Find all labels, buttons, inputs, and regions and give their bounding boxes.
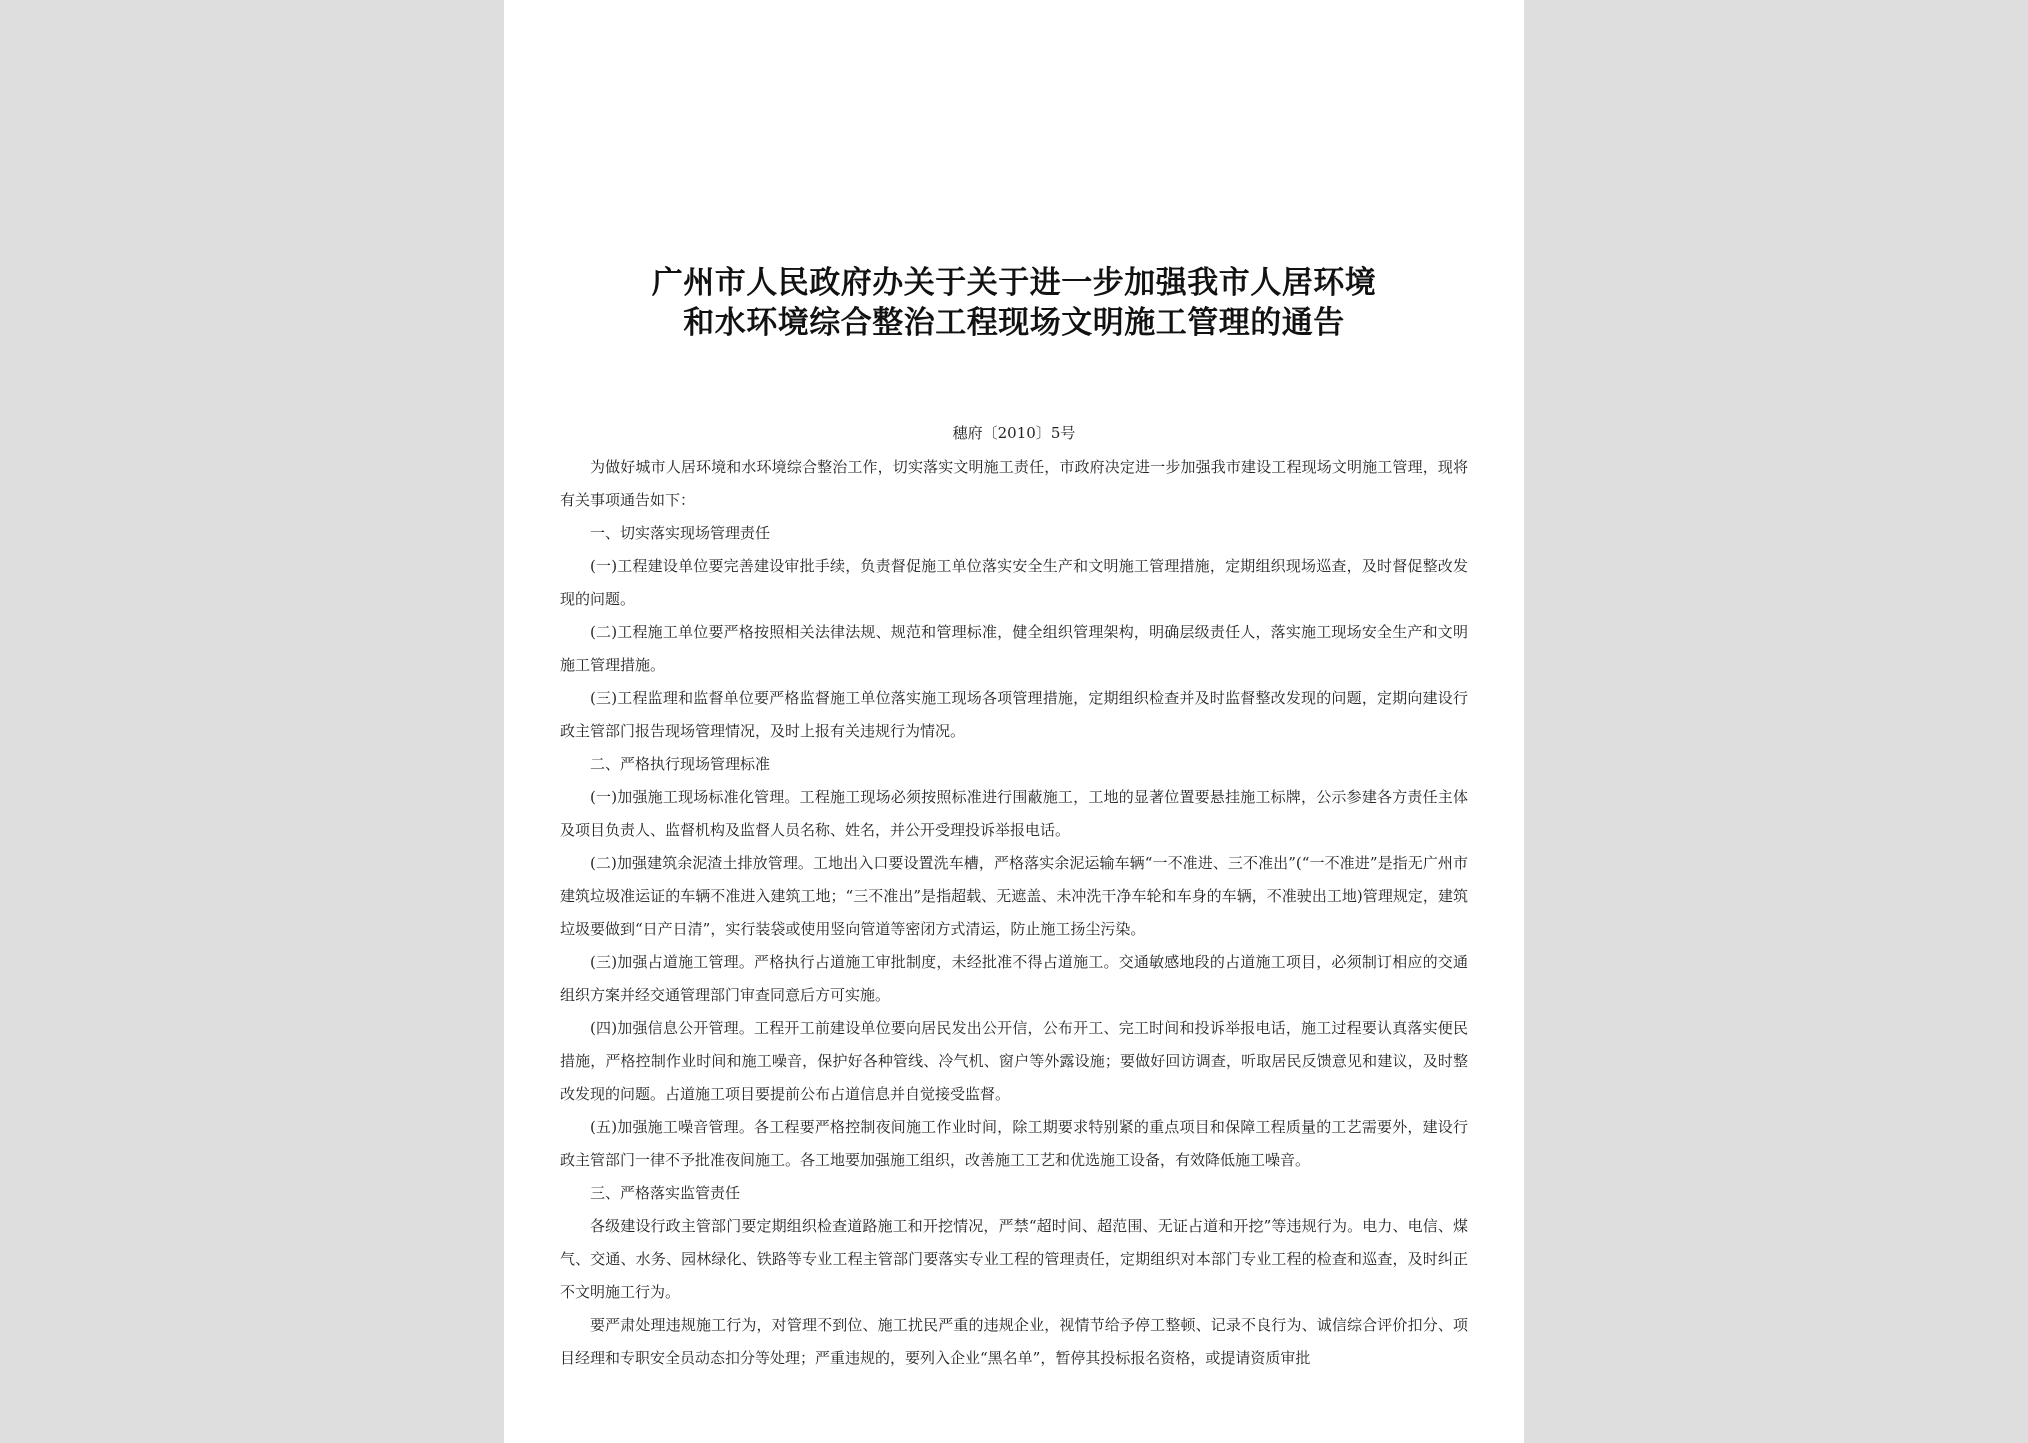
paragraph: (五)加强施工噪音管理。各工程要严格控制夜间施工作业时间，除工期要求特别紧的重点项目和保障工程质量的工艺需要外，建设行政主管部门一律不予批准夜间施工。各工地要加强施工组织，改善施工工艺和优选施工设备，有效降低施工噪音。 [560, 1118, 1468, 1169]
paragraph: 要严肃处理违规施工行为，对管理不到位、施工扰民严重的违规企业，视情节给予停工整顿、记录不良行为、诚信综合评价扣分、项目经理和专职安全员动态扣分等处理；严重违规的，要列入企业“黑名单”，暂停其投标报名资格，或提请资质审批 [560, 1316, 1468, 1367]
document-title [504, 263, 1524, 343]
paragraph: (一)加强施工现场标准化管理。工程施工现场必须按照标准进行围蔽施工，工地的显著位置要悬挂施工标牌，公示参建各方责任主体及项目负责人、监督机构及监督人员名称、姓名，并公开受理投诉举报电话。 [560, 788, 1468, 839]
document-body [560, 451, 1468, 1375]
paragraph-intro: 为做好城市人居环境和水环境综合整治工作，切实落实文明施工责任，市政府决定进一步加强我市建设工程现场文明施工管理，现将有关事项通告如下： [560, 458, 1468, 509]
document-number: 穗府〔2010〕5号 [952, 424, 1076, 442]
section-heading-2: 二、严格执行现场管理标准 [590, 755, 771, 773]
paragraph: (四)加强信息公开管理。工程开工前建设单位要向居民发出公开信，公布开工、完工时间和投诉举报电话，施工过程要认真落实便民措施，严格控制作业时间和施工噪音，保护好各种管线、冷气机、窗户等外露设施；要做好回访调查，听取居民反馈意见和建议，及时整改发现的问题。占道施工项目要提前公布占道信息并自觉接受监督。 [560, 1019, 1468, 1103]
paragraph: (三)加强占道施工管理。严格执行占道施工审批制度，未经批准不得占道施工。交通敏感地段的占道施工项目，必须制订相应的交通组织方案并经交通管理部门审查同意后方可实施。 [560, 953, 1468, 1004]
section-heading-3: 三、严格落实监管责任 [590, 1184, 741, 1202]
document-page [504, 0, 1524, 1443]
paragraph: (二)加强建筑余泥渣土排放管理。工地出入口要设置洗车槽，严格落实余泥运输车辆“一不准进、三不准出”(“一不准进”是指无广州市建筑垃圾准运证的车辆不准进入建筑工地；“三不准出”是指超载、无遮盖、未冲洗干净车轮和车身的车辆，不准驶出工地)管理规定，建筑垃圾要做到“日产日清”，实行装袋或使用竖向管道等密闭方式清运，防止施工扬尘污染。 [560, 854, 1468, 938]
paragraph: (二)工程施工单位要严格按照相关法律法规、规范和管理标准，健全组织管理架构，明确层级责任人，落实施工现场安全生产和文明施工管理措施。 [560, 623, 1468, 674]
title-line-2: 和水环境综合整治工程现场文明施工管理的通告 [683, 305, 1345, 341]
paragraph: (三)工程监理和监督单位要严格监督施工单位落实施工现场各项管理措施，定期组织检查并及时监督整改发现的问题，定期向建设行政主管部门报告现场管理情况，及时上报有关违规行为情况。 [560, 689, 1468, 740]
title-line-1: 广州市人民政府办关于关于进一步加强我市人居环境 [651, 265, 1377, 301]
section-heading-1: 一、切实落实现场管理责任 [590, 524, 771, 542]
paragraph: (一)工程建设单位要完善建设审批手续，负责督促施工单位落实安全生产和文明施工管理措施，定期组织现场巡查，及时督促整改发现的问题。 [560, 557, 1468, 608]
paragraph: 各级建设行政主管部门要定期组织检查道路施工和开挖情况，严禁“超时间、超范围、无证占道和开挖”等违规行为。电力、电信、煤气、交通、水务、园林绿化、铁路等专业工程主管部门要落实专业工程的管理责任，定期组织对本部门专业工程的检查和巡查，及时纠正不文明施工行为。 [560, 1217, 1468, 1301]
